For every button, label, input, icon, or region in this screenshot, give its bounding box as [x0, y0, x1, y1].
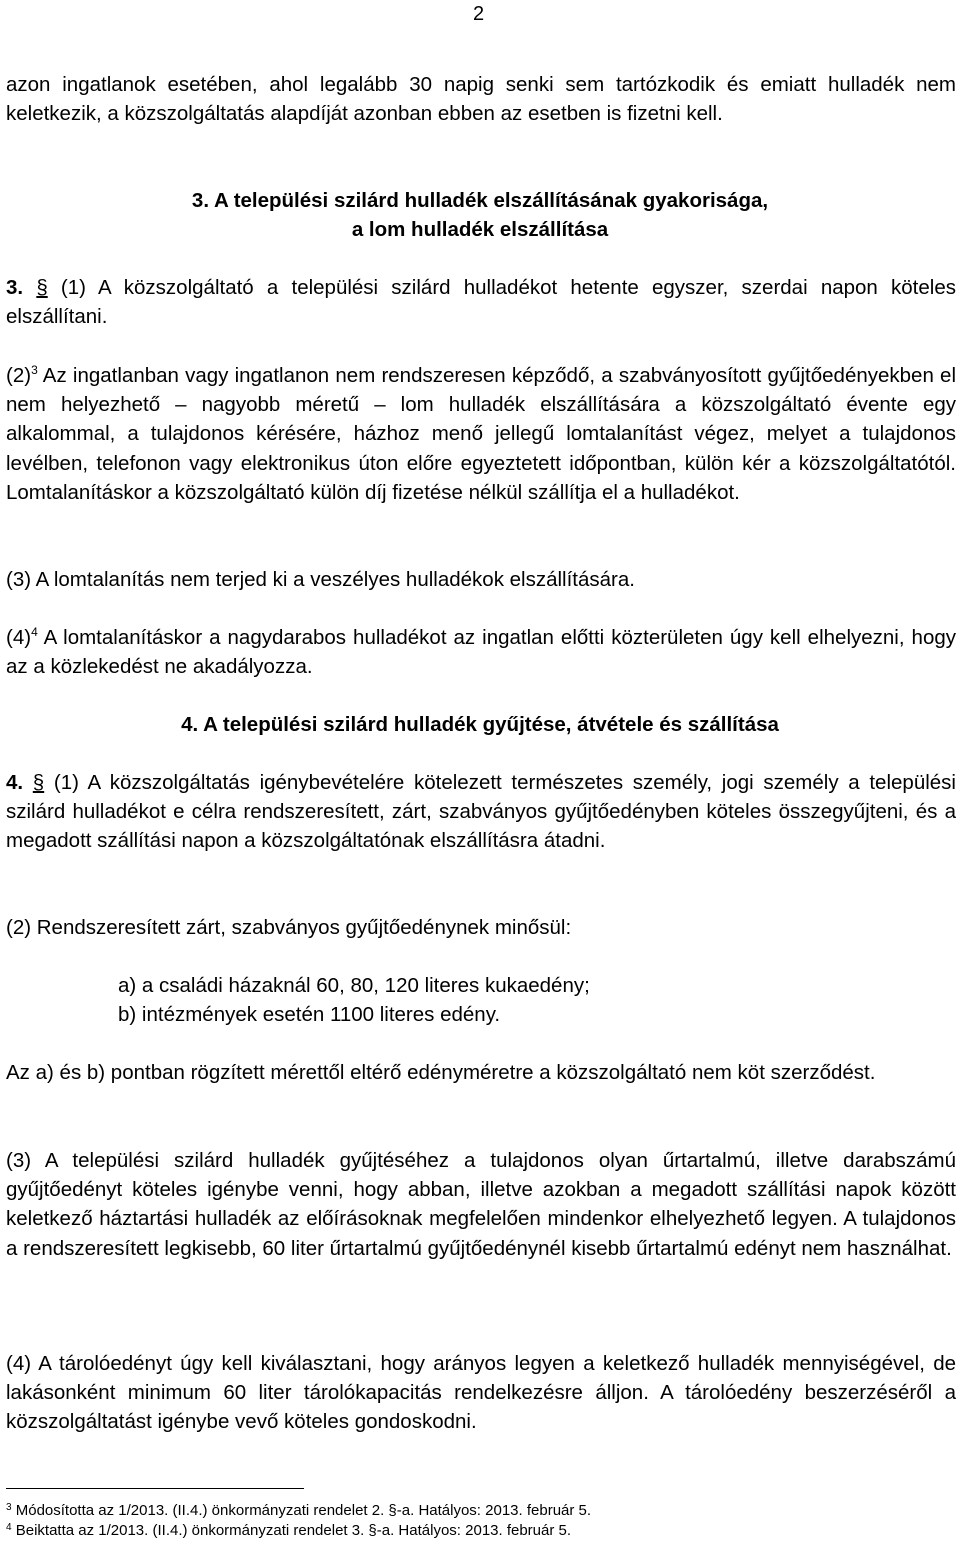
section-3-paragraph-3: (3) A lomtalanítás nem terjed ki a veszélyes hulladékok elszállítására. — [6, 568, 635, 591]
section-sign: § — [36, 276, 48, 299]
section-4-paragraph-2: (2) Rendszeresített zárt, szabványos gyűjtőedénynek minősül: — [6, 916, 572, 939]
list-item-a: a) a családi házaknál 60, 80, 120 literes kukaedény; — [118, 974, 590, 997]
page-number: 2 — [473, 3, 485, 25]
paragraph-text: A lomtalanításkor a nagydarabos hulladékot az ingatlan előtti közterületen úgy kell elhelyezni, hogy az a közlekedést ne akadályozza. — [6, 626, 956, 679]
footnote-mark: 4 — [6, 1522, 12, 1533]
section-4-paragraph-3: (3) A települési szilárd hulladék gyűjtéséhez a tulajdonos olyan űrtartalmú, illetve darabszámú gyűjtőedényt köteles igénybe venni, hogy abban, illetve azokban a megadott szállítási napok között keletkező háztartási hulladék az előírásoknak megfelelően mindenkor elhelyezhető legyen. A tulajdonos a rendszeresített legkisebb, 60 liter űrtartalmú gyűjtőedénynél kisebb űrtartalmú edényt nem használhat. — [6, 1149, 956, 1260]
footnote-3 — [6, 1501, 591, 1521]
section-3-paragraph-4 — [6, 623, 956, 681]
section-sign: § — [32, 771, 45, 794]
section-4-paragraph-ab: Az a) és b) pontban rögzített mérettől eltérő edényméretre a közszolgáltató nem köt szerződést. — [6, 1061, 876, 1084]
footnote-separator — [6, 1488, 304, 1489]
paragraph-text: (1) A közszolgáltatás igénybevételére kötelezett természetes személy, jogi személy a települési szilárd hulladékot e célra rendszeresített, zárt, szabványos gyűjtőedényben köteles összegyűjteni, és a megadott szállítási napon a közszolgáltatónak elszállításra átadni. — [6, 771, 956, 853]
paragraph-number: 4. — [6, 771, 24, 794]
section-4-paragraph-1 — [6, 768, 956, 856]
paragraph-number: 3. — [6, 276, 24, 299]
section-3-paragraph-2 — [6, 361, 956, 507]
paragraph-text: (1) A közszolgáltató a települési szilárd hulladékot hetente egyszer, szerdai napon köteles elszállítani. — [6, 276, 956, 329]
footnote-mark: 3 — [6, 1502, 12, 1513]
section-3-heading-line-1: 3. A települési szilárd hulladék elszállításának gyakorisága, — [191, 189, 769, 212]
footnote-text: Módosította az 1/2013. (II.4.) önkormányzati rendelet 2. §-a. Hatályos: 2013. február 5. — [11, 1502, 592, 1519]
section-3-paragraph-1 — [6, 273, 956, 331]
intro-paragraph: azon ingatlanok esetében, ahol legalább 30 napig senki sem tartózkodik és emiatt hulladék nem keletkezik, a közszolgáltatás alapdíját azonban ebben az esetben is fizetni kell. — [6, 73, 956, 126]
paragraph-text: Az ingatlanban vagy ingatlanon nem rendszeresen képződő, a szabványosított gyűjtőedényekben el nem helyezhető – nagyobb méretű – lom hulladék elszállítására a közszolgáltató évente egy alkalommal, a tulajdonos kérésére, házhoz menő jellegű lomtalanítást végez, melyet a tulajdonos levélben, telefonon vagy elektronikus úton előre egyeztetett időpontban, külön kér a közszolgáltatótól. Lomtalanításkor a közszolgáltató külön díj fizetése nélkül szállítja el a hulladékot. — [6, 364, 956, 504]
paragraph-prefix: (2) — [6, 364, 32, 387]
footnote-4 — [6, 1521, 571, 1541]
footnote-text: Beiktatta az 1/2013. (II.4.) önkormányzati rendelet 3. §-a. Hatályos: 2013. február 5. — [11, 1522, 572, 1539]
footnote-ref-3[interactable]: 3 — [31, 363, 38, 377]
footnote-ref-4[interactable]: 4 — [31, 625, 38, 639]
section-4-paragraph-4: (4) A tárolóedényt úgy kell kiválasztani, hogy arányos legyen a keletkező hulladék mennyiségével, de lakásonként minimum 60 liter tárolókapacitás rendelkezésre álljon. A tárolóedény beszerzéséről a közszolgáltatást igénybe vevő köteles gondoskodni. — [6, 1352, 956, 1434]
paragraph-prefix: (4) — [6, 626, 32, 649]
section-4-heading: 4. A települési szilárd hulladék gyűjtése, átvétele és szállítása — [181, 713, 779, 736]
list-item-b: b) intézmények esetén 1100 literes edény. — [118, 1003, 501, 1026]
section-3-heading-line-2: a lom hulladék elszállítása — [351, 218, 609, 241]
